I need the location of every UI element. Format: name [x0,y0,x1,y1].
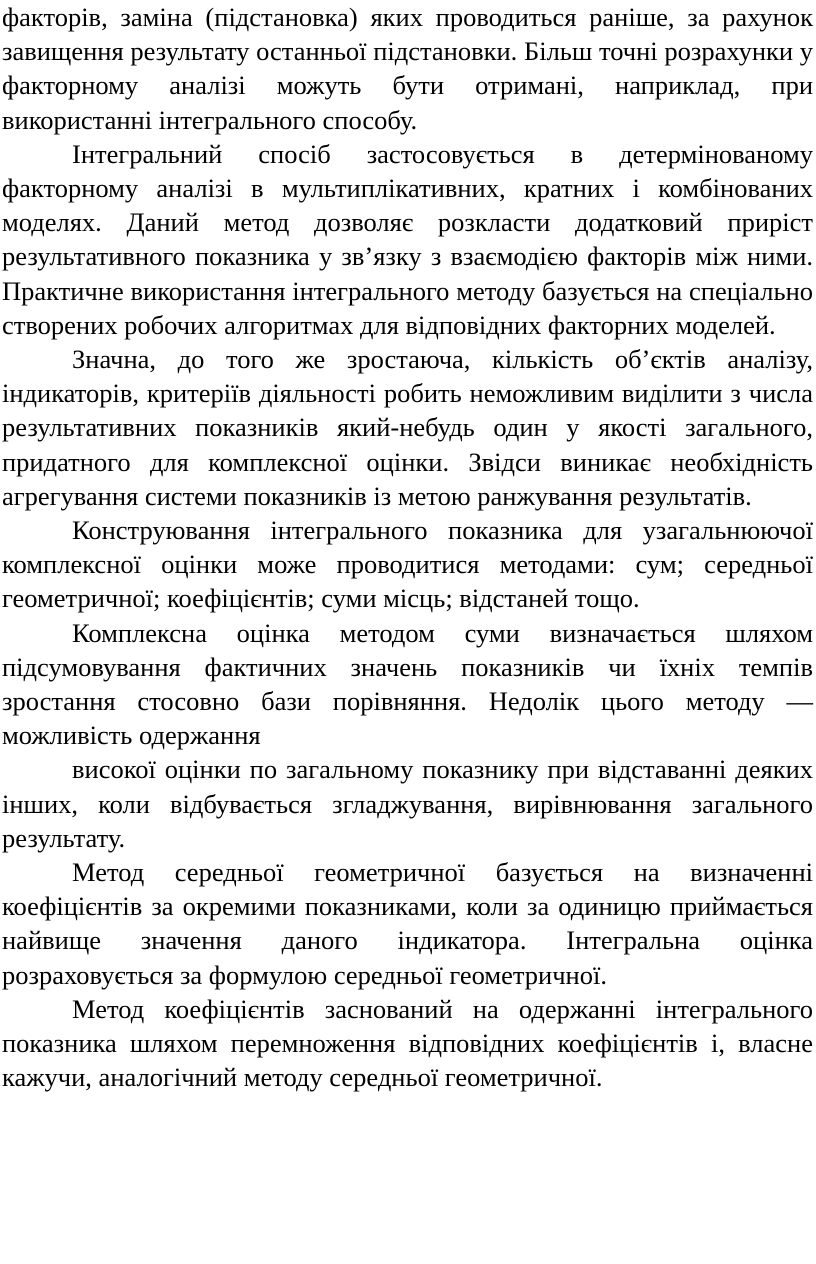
paragraph-sum-method: Комплексна оцінка методом суми визначається шляхом підсумовування фактичних значень показників чи їхніх темпів зростання стосовно бази порівняння. Недолік цього методу — можливість одержання [2,617,813,751]
paragraph-aggregation: Значна, до того же зростаюча, кількість об’єктів аналізу, індикаторів, критеріїв діяльності робить неможливим виділити з числа результативних показників який-небудь один у якості загального, придатного для комплексної оцінки. Звідси виникає необхідність агрегування системи показників із метою ранжування результатів. [2,344,813,511]
paragraph-construction-methods: Конструювання інтегрального показника для узагальнюючої комплексної оцінки може проводитися методами: сум; середньої геометричної; коефіцієнтів; суми місць; відстаней тощо. [2,515,813,614]
paragraph-sum-method-continued: високої оцінки по загальному показнику при відставанні деяких інших, коли відбувається згладжування, вирівнювання загального результату. [2,754,813,853]
paragraph-geometric-mean-method: Метод середньої геометричної базується на визначенні коефіцієнтів за окремими показниками, коли за одиницю приймається найвище значення даного індикатора. Інтегральна оцінка розраховується за формулою середньої геометричної. [2,857,813,990]
paragraph-coefficient-method: Метод коефіцієнтів заснований на одержанні інтегрального показника шляхом перемноження відповідних коефіцієнтів і, власне кажучи, аналогічний методу середньої геометричної. [2,993,813,1093]
paragraph-integral-method: Інтегральний спосіб застосовується в детермінованому факторному аналізі в мультиплікативних, кратних і комбінованих моделях. Даний метод дозволяє розкласти додатковий приріст результативного показника у зв’язку з взаємодією факторів між ними. Практичне використання інтегрального методу базується на спеціально створених робочих алгоритмах для відповідних факторних моделей. [2,138,813,340]
paragraph-continuation: факторів, заміна (підстановка) яких проводиться раніше, за рахунок завищення результату останньої підстановки. Більш точні розрахунки у факторному аналізі можуть бути отримані, наприклад, при використанні інтегрального способу. [2,2,813,135]
